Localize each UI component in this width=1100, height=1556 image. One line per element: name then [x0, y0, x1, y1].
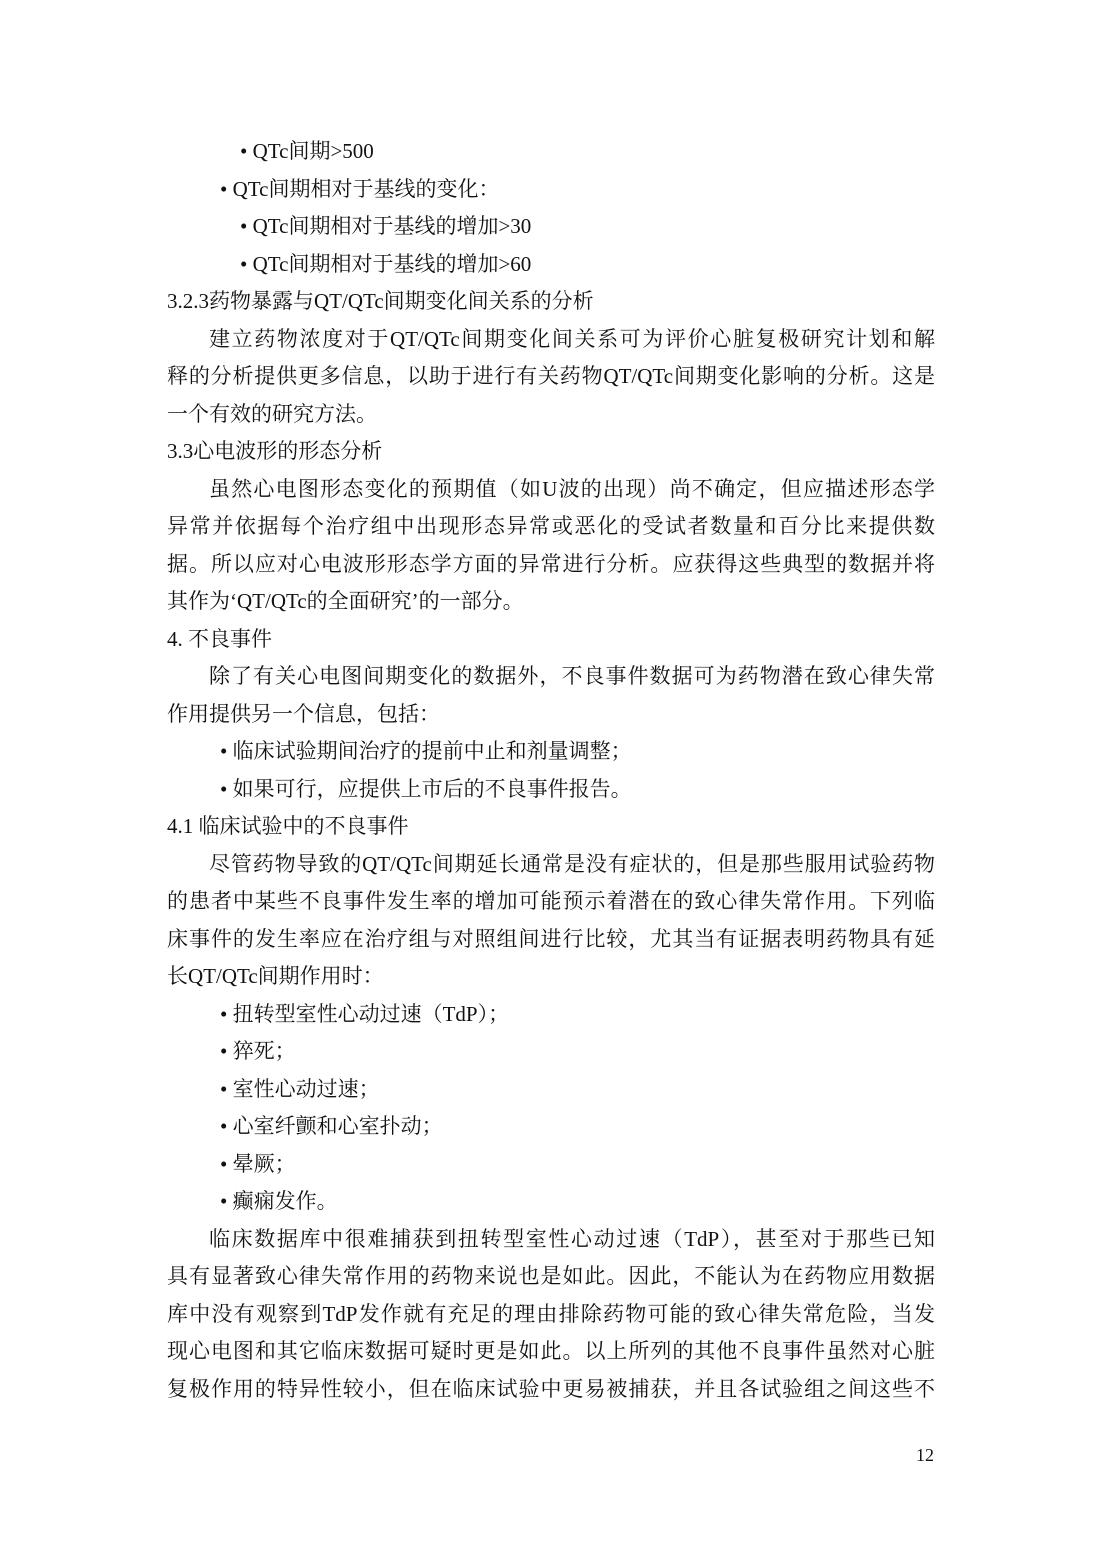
paragraph-line: 据。所以应对心电波形形态学方面的异常进行分析。应获得这些典型的数据并将: [167, 551, 935, 576]
bullet-item: • QTc间期相对于基线的变化：: [220, 176, 500, 201]
paragraph-line: 长QT/QTc间期作用时：: [167, 964, 384, 988]
paragraph-line: 库中没有观察到TdP发作就有充足的理由排除药物可能的致心律失常危险，当发: [167, 1301, 935, 1326]
section-heading: 3.3心电波形的形态分析: [167, 439, 383, 463]
bullet-item: • QTc间期相对于基线的增加>60: [240, 251, 532, 276]
paragraph-line: 临床数据库中很难捕获到扭转型室性心动过速（TdP），甚至对于那些已知: [209, 1226, 935, 1251]
paragraph-line: 除了有关心电图间期变化的数据外，不良事件数据可为药物潜在致心律失常: [209, 664, 935, 688]
bullet-item: • 如果可行，应提供上市后的不良事件报告。: [220, 776, 632, 801]
paragraph-line: 异常并依据每个治疗组中出现形态异常或恶化的受试者数量和百分比来提供数: [167, 514, 935, 538]
paragraph-line: 尽管药物导致的QT/QTc间期延长通常是没有症状的，但是那些服用试验药物: [209, 851, 935, 876]
bullet-item: • 扭转型室性心动过速（TdP）；: [220, 1001, 510, 1026]
document-body: [167, 133, 935, 1408]
paragraph-line: 床事件的发生率应在治疗组与对照组间进行比较，尤其当有证据表明药物具有延: [167, 926, 935, 951]
bullet-item: • 晕厥；: [220, 1151, 296, 1176]
paragraph-line: 其作为‘QT/QTc的全面研究’的一部分。: [167, 589, 524, 613]
bullet-item: • 癫痫发作。: [220, 1189, 338, 1213]
paragraph-line: 的患者中某些不良事件发生率的增加可能预示着潜在的致心律失常作用。下列临: [167, 889, 935, 913]
paragraph-line: 具有显著致心律失常作用的药物来说也是如此。因此，不能认为在药物应用数据: [167, 1264, 935, 1288]
page-number: 12: [916, 1445, 934, 1465]
section-heading: 4. 不良事件: [167, 626, 272, 651]
bullet-item: • 心室纤颤和心室扑动；: [220, 1114, 443, 1138]
bullet-item: • 室性心动过速；: [220, 1076, 380, 1101]
paragraph-line: 复极作用的特异性较小，但在临床试验中更易被捕获，并且各试验组之间这些不: [167, 1376, 935, 1401]
section-heading: 3.2.3药物暴露与QT/QTc间期变化间关系的分析: [167, 289, 594, 313]
section-heading: 4.1 临床试验中的不良事件: [167, 814, 409, 838]
bullet-item: • QTc间期>500: [240, 139, 374, 163]
paragraph-line: 释的分析提供更多信息，以助于进行有关药物QT/QTc间期变化影响的分析。这是: [167, 364, 935, 388]
bullet-item: • 猝死；: [220, 1039, 296, 1063]
paragraph-line: 建立药物浓度对于QT/QTc间期变化间关系可为评价心脏复极研究计划和解: [209, 326, 935, 351]
paragraph-line: 一个有效的研究方法。: [167, 401, 377, 426]
paragraph-line: 现心电图和其它临床数据可疑时更是如此。以上所列的其他不良事件虽然对心脏: [167, 1339, 935, 1363]
paragraph-line: 作用提供另一个信息，包括：: [167, 701, 440, 726]
bullet-item: • 临床试验期间治疗的提前中止和剂量调整；: [220, 739, 632, 763]
bullet-item: • QTc间期相对于基线的增加>30: [240, 214, 532, 238]
paragraph-line: 虽然心电图形态变化的预期值（如U波的出现）尚不确定，但应描述形态学: [209, 476, 935, 501]
